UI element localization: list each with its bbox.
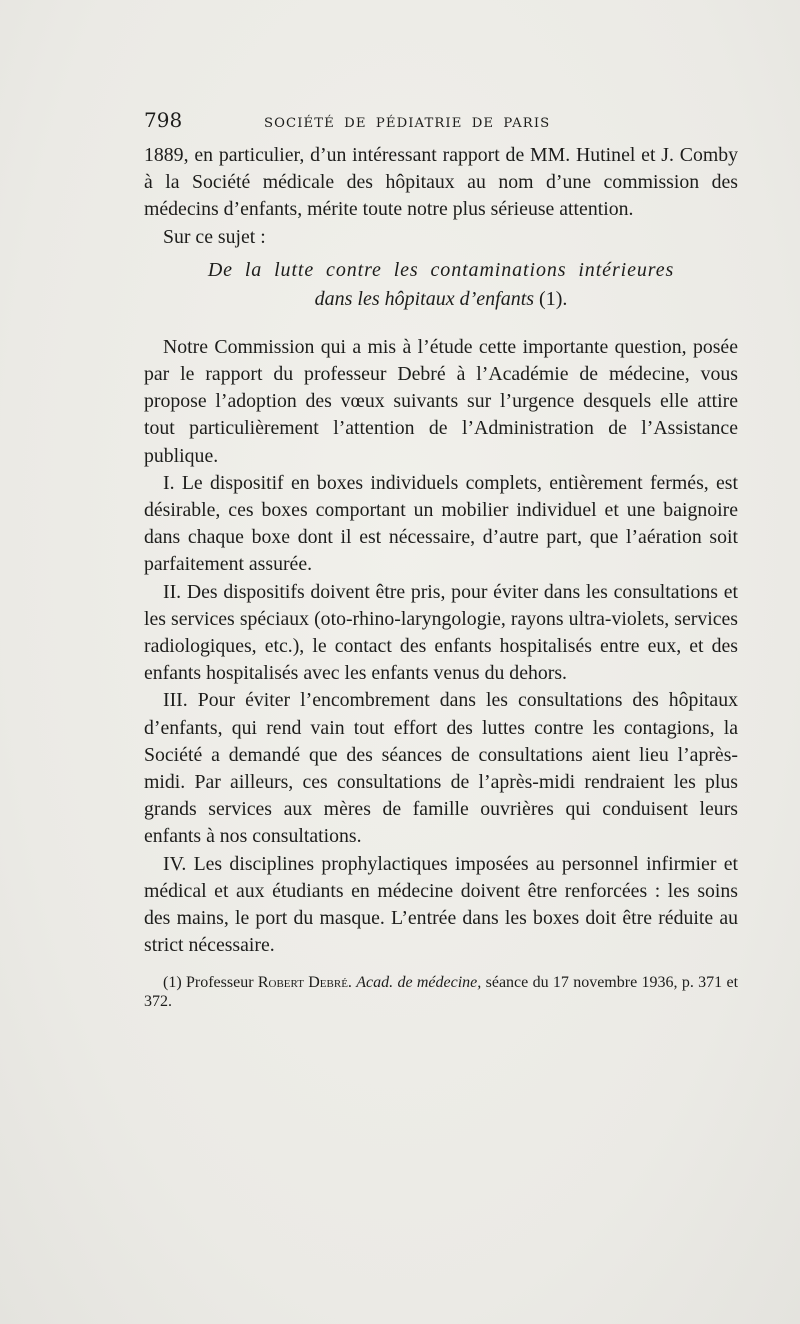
footnote-prefix: Professeur — [185, 974, 254, 992]
section-heading-line-1: De la lutte contre les contaminations intérieures — [207, 258, 675, 281]
section-heading-line-2-text: dans les hôpitaux d’enfants — [314, 287, 535, 310]
list-item-2: II. Des dispositifs doivent être pris, pour éviter dans les consultations et les services spéciaux (oto-rhino-laryngologie, rayons ultra-violets, services radiologiques, etc.), le contact des enfants hospitalisés entre eux, et des enfants hospitalisés avec les enfants venus du dehors. — [144, 580, 738, 685]
footnote — [144, 973, 738, 1011]
footnote-marker: (1) — [163, 974, 182, 992]
footnote-details: séance du 17 novembre 1936, p. 371 et 372. — [144, 974, 739, 1011]
footnote-reference: (1). — [539, 287, 568, 310]
footnote-author: Robert Debré. — [257, 974, 352, 992]
list-item-4: IV. Les disciplines prophylactiques imposées au personnel infirmier et médical et aux étudiants en médecine doivent être renforcées : les soins des mains, le port du masque. L’entrée dans les boxes doit être réduite au strict nécessaire. — [144, 852, 738, 957]
page-number: 798 — [144, 108, 183, 132]
paragraph-intro: 1889, en particulier, d’un intéressant rapport de MM. Hutinel et J. Comby à la Société médicale des hôpitaux au nom d’une commission des médecins d’enfants, mérite toute notre plus sérieuse attention. — [144, 144, 738, 221]
section-heading — [144, 256, 738, 314]
list-item-3: III. Pour éviter l’encombrement dans les consultations des hôpitaux d’enfants, qui rend vain tout effort des luttes contre les contagions, la Société a demandé que des séances de consultations aient lieu l’après-midi. Par ailleurs, ces consultations de l’après-midi rendraient les plus grands services aux mères de famille ouvrières qui conduisent leurs enfants à nos consultations. — [144, 689, 738, 848]
paragraph-subject: Sur ce sujet : — [163, 225, 266, 248]
section-heading-line-2 — [144, 285, 738, 314]
running-head — [144, 108, 738, 142]
footnote-source: Acad. de médecine, — [356, 974, 482, 992]
text-block — [144, 108, 738, 1011]
running-head-title: SOCIÉTÉ DE PÉDIATRIE DE PARIS — [264, 116, 551, 131]
paragraph-commission: Notre Commission qui a mis à l’étude cette importante question, posée par le rapport du professeur Debré à l’Académie de médecine, vous propose l’adoption des vœux suivants sur l’urgence desquels elle attire tout particulièrement l’attention de l’Administration de l’Assistance publique. — [144, 335, 738, 467]
body-text — [144, 142, 738, 959]
list-item-1: I. Le dispositif en boxes individuels complets, entièrement fermés, est désirable, ces boxes comportant un mobilier individuel et une baignoire dans chaque boxe dont il est nécessaire, d’autre part, que l’aération soit parfaitement assurée. — [144, 471, 738, 576]
